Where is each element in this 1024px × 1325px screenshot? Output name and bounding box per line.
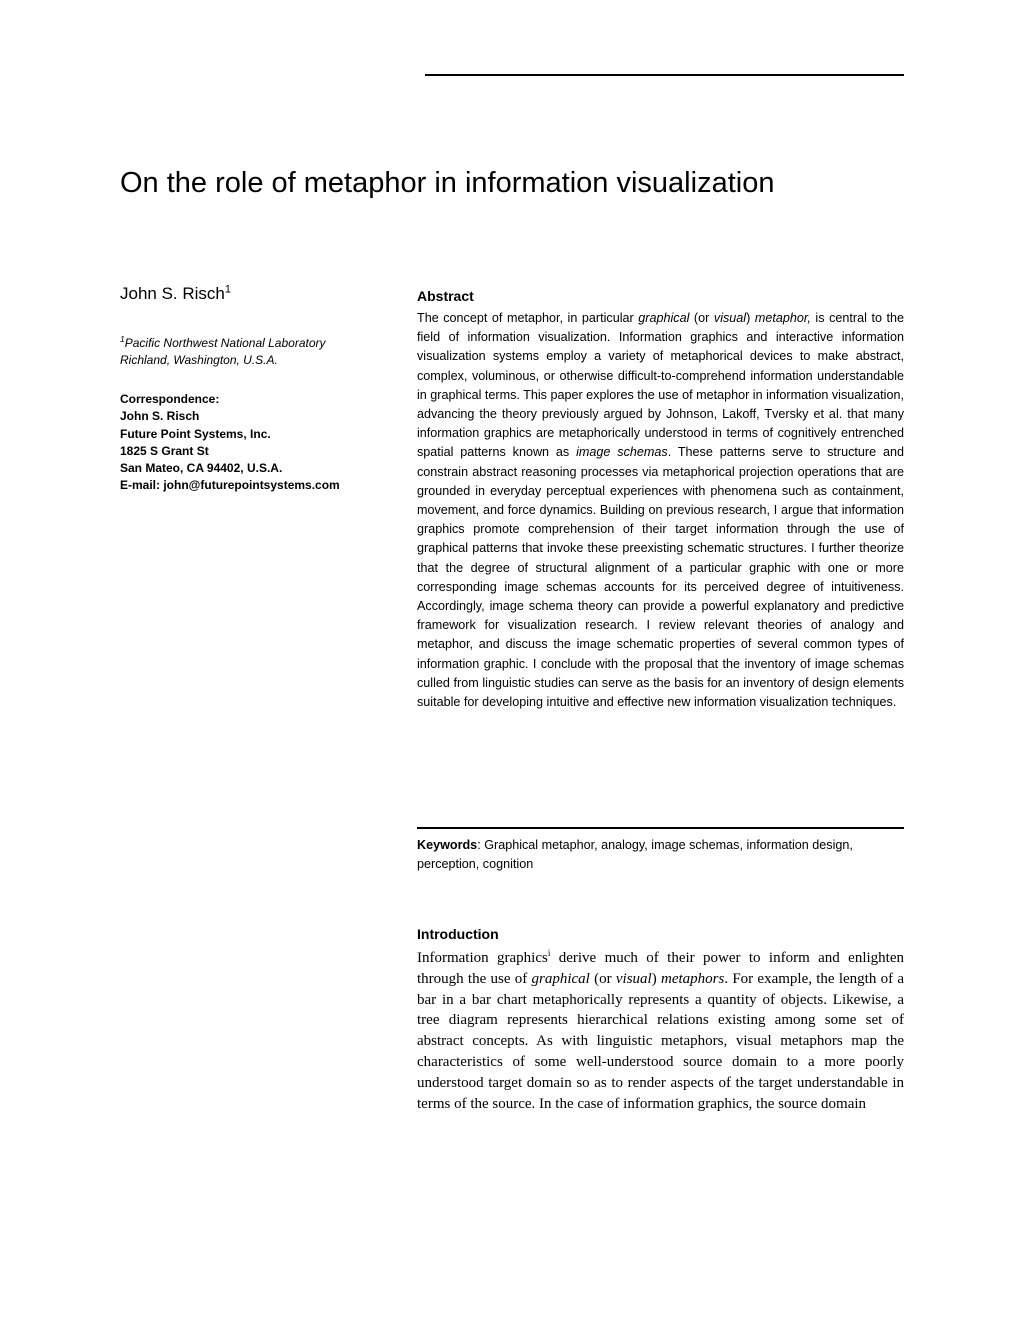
correspondence-company: Future Point Systems, Inc. bbox=[120, 426, 271, 441]
author-affiliation bbox=[120, 331, 410, 369]
author-name bbox=[120, 283, 231, 304]
keywords-line bbox=[417, 836, 904, 874]
author-note-marker: 1 bbox=[224, 283, 232, 296]
affiliation-institution: Pacific Northwest National Laboratory bbox=[124, 336, 326, 350]
abstract-heading: Abstract bbox=[417, 288, 474, 304]
correspondence-block bbox=[120, 391, 410, 495]
introduction-paragraph: Information graphics$^i$ derive much of their power to inform and enlighten through the use of graphical (or visual) metaphors. For example, the length of a bar in a bar chart metaphorically represents a quantity of objects. Likewise, a tree diagram represents hierarchical relations existing among some set of abstract concepts. As with linguistic metaphors, visual metaphors map the characteristics of some well-understood source domain to a more poorly understood target domain so as to render aspects of the target understandable in terms of the source. In the case of information graphics, the source domain bbox=[417, 948, 904, 1112]
affiliation-marker: 1 bbox=[120, 334, 125, 344]
correspondence-name: John S. Risch bbox=[120, 409, 200, 424]
correspondence-city: San Mateo, CA 94402, U.S.A. bbox=[120, 461, 283, 476]
header-rule bbox=[425, 74, 904, 76]
affiliation-line-2: Richland, Washington, U.S.A. bbox=[120, 353, 278, 367]
affiliation-line-1 bbox=[120, 331, 410, 352]
abstract-paragraph: The concept of metaphor, in particular graphical (or visual) metaphor, is central to the field of information visualization. Information graphics and interactive information visualization systems employ a variety of metaphorical devices to make abstract, complex, voluminous, or otherwise difficult-to-comprehend information understandable in graphical terms. This paper explores the use of metaphor in information visualization, advancing the theory previously argued by Johnson, Lakoff, Tversky et al. that many information graphics are metaphorically understood in terms of cognitively entrenched spatial patterns known as image schemas. These patterns serve to structure and constrain abstract reasoning processes via metaphorical projection operations that are grounded in everyday perceptual experiences with phenomena such as containment, movement, and force dynamics. Building on previous research, I argue that information graphics promote comprehension of their target information through the use of graphical patterns that invoke these preexisting schematic structures. I further theorize that the degree of structural alignment of a particular graphic with one or more corresponding image schemas accounts for its perceived degree of intuitiveness. Accordingly, image schema theory can provide a powerful explanatory and predictive framework for visualization research. I review relevant theories of analogy and metaphor, and discuss the image schematic properties of several common types of information graphic. I conclude with the proposal that the inventory of image schemas culled from linguistic studies can serve as the basis for an inventory of design elements suitable for developing intuitive and effective new information visualization techniques. bbox=[417, 311, 905, 710]
correspondence-street: 1825 S Grant St bbox=[120, 443, 209, 458]
keywords-rule bbox=[417, 827, 904, 829]
introduction-heading: Introduction bbox=[417, 926, 499, 942]
paper-title: On the role of metaphor in information visualization bbox=[120, 167, 775, 199]
keywords-label: Keywords bbox=[417, 838, 478, 852]
correspondence-heading: Correspondence: bbox=[120, 392, 220, 406]
correspondence-email: E-mail: john@futurepointsystems.com bbox=[120, 478, 340, 493]
author-name-text: John S. Risch bbox=[120, 284, 225, 303]
keywords-text: : Graphical metaphor, analogy, image schemas, information design, perception, cognition bbox=[417, 838, 853, 872]
